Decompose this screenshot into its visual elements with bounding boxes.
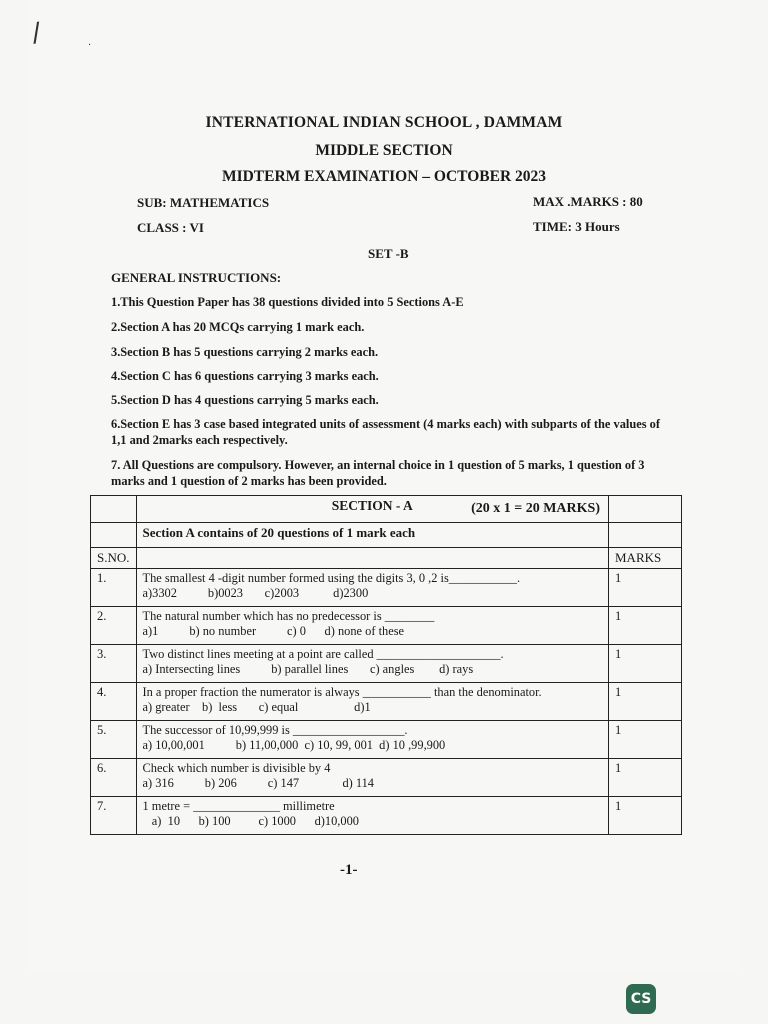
table-row	[91, 569, 682, 607]
class: CLASS : VI	[137, 220, 204, 235]
question-marks: 1	[609, 759, 682, 797]
instruction-item: 4.Section C has 6 questions carrying 3 marks each.	[111, 369, 379, 383]
instruction-item: 1.This Question Paper has 38 questions divided into 5 Sections A-E	[111, 295, 464, 309]
section-title: SECTION - A	[331, 498, 413, 513]
max-marks: MAX .MARKS : 80	[533, 194, 643, 209]
question-number: 7.	[91, 797, 137, 835]
instruction-item: 6.Section E has 3 case based integrated units of assessment (4 marks each) with subparts of the values of 1,1 and 2marks each respectively.	[111, 417, 660, 447]
instruction-item: 7. All Questions are compulsory. However, an internal choice in 1 question of 5 marks, 1 question of 3 marks and 1 question of 2 marks has been provided.	[111, 458, 645, 488]
question-marks: 1	[609, 721, 682, 759]
table-row	[91, 721, 682, 759]
question-options: a) greater b) less c) equal d)1	[142, 700, 371, 714]
question-marks: 1	[609, 569, 682, 607]
section-note: Section A contains of 20 questions of 1 mark each	[136, 523, 608, 548]
question-cell	[136, 759, 608, 797]
subject: SUB: MATHEMATICS	[137, 195, 270, 210]
stray-dot: ·	[88, 40, 92, 51]
table-row	[91, 683, 682, 721]
question-cell	[136, 607, 608, 645]
page-number: -1-	[340, 862, 358, 878]
sno-header: S.NO.	[91, 548, 137, 569]
question-options: a)1 b) no number c) 0 d) none of these	[142, 624, 405, 638]
table-row	[91, 645, 682, 683]
question-options: a) 10,00,001 b) 11,00,000 c) 10, 99, 001 d) 10 ,99,900	[142, 738, 446, 752]
question-text: The natural number which has no predecessor is ________	[142, 609, 435, 623]
table-row	[91, 797, 682, 835]
questions-table	[90, 495, 682, 835]
question-options: a) 316 b) 206 c) 147 d) 114	[142, 776, 375, 790]
instructions-heading: GENERAL INSTRUCTIONS:	[111, 270, 282, 285]
question-marks: 1	[609, 797, 682, 835]
camscanner-badge: CS	[626, 984, 656, 1014]
question-cell	[136, 797, 608, 835]
marks-header: MARKS	[609, 548, 682, 569]
set-label: SET -B	[368, 246, 409, 261]
question-options: a) Intersecting lines b) parallel lines c) angles d) rays	[142, 662, 474, 676]
question-text: In a proper fraction the numerator is always ___________ than the denominator.	[142, 685, 542, 699]
question-cell	[136, 683, 608, 721]
question-text: Two distinct lines meeting at a point are called ____________________.	[142, 647, 504, 661]
question-text: 1 metre = ______________ millimetre	[142, 799, 335, 813]
question-options: a) 10 b) 100 c) 1000 d)10,000	[142, 814, 359, 828]
instruction-item: 3.Section B has 5 questions carrying 2 marks each.	[111, 345, 379, 359]
question-text: Check which number is divisible by 4	[142, 761, 331, 775]
exam-title: MIDTERM EXAMINATION – OCTOBER 2023	[221, 168, 547, 185]
question-number: 1.	[91, 569, 137, 607]
table-row	[91, 759, 682, 797]
question-text: The successor of 10,99,999 is __________________.	[142, 723, 408, 737]
section-title-cell	[136, 496, 608, 523]
question-number: 3.	[91, 645, 137, 683]
question-cell	[136, 645, 608, 683]
question-number: 2.	[91, 607, 137, 645]
question-marks: 1	[609, 645, 682, 683]
time: TIME: 3 Hours	[533, 219, 620, 234]
question-number: 6.	[91, 759, 137, 797]
section-name: MIDDLE SECTION	[315, 142, 453, 159]
school-name: INTERNATIONAL INDIAN SCHOOL , DAMMAM	[205, 114, 563, 131]
section-marks: (20 x 1 = 20 MARKS)	[471, 501, 600, 516]
question-marks: 1	[609, 607, 682, 645]
question-text: The smallest 4 -digit number formed using the digits 3, 0 ,2 is___________.	[142, 571, 521, 585]
pencil-mark: /	[29, 17, 43, 49]
table-row	[91, 607, 682, 645]
question-number: 5.	[91, 721, 137, 759]
question-number: 4.	[91, 683, 137, 721]
instruction-item: 5.Section D has 4 questions carrying 5 marks each.	[111, 393, 379, 407]
question-cell	[136, 721, 608, 759]
question-options: a)3302 b)0023 c)2003 d)2300	[142, 586, 369, 600]
question-marks: 1	[609, 683, 682, 721]
question-cell	[136, 569, 608, 607]
instruction-item: 2.Section A has 20 MCQs carrying 1 mark each.	[111, 320, 365, 334]
